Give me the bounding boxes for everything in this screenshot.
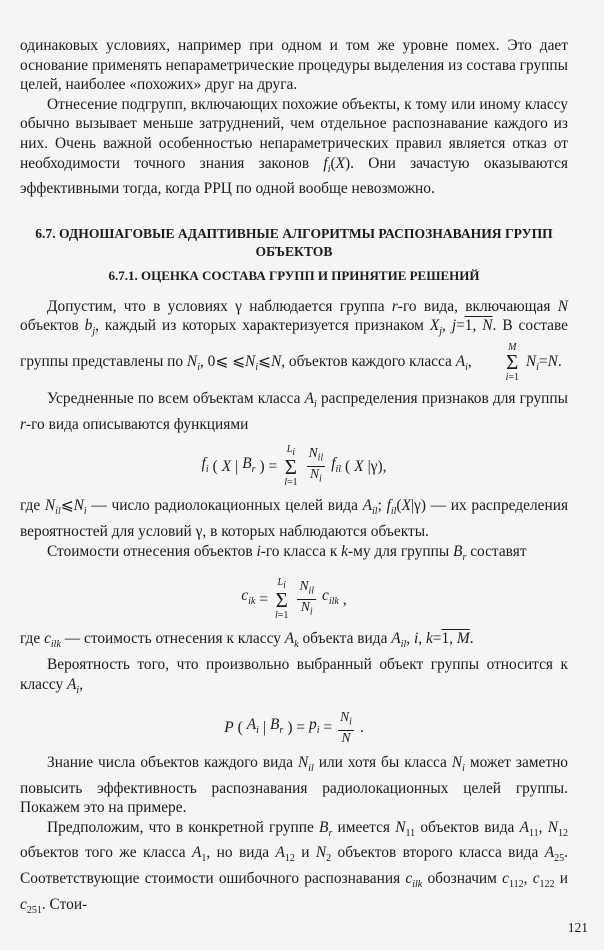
paragraph-7: где $c_{ilk}$ — стоимость отнесения к классу $A_k$ объекта вида $A_{il}$, i, k=1, M. [20,630,474,651]
paragraph-9: Знание числа объектов каждого вида $N_{il}$ или хотя бы класса $N_i$ может заметно повысить эффективность распознавания радиолокационных целей группы. Покажем это на примере. [20,753,569,817]
paragraph-8: Вероятность того, что произвольно выбранный объект группы относится к классу $A_i$, [20,655,568,696]
paragraph-3: Допустим, что в условиях γ наблюдается группа r-го вида, включающая N объектов $b_j$, каждый из которых характеризуется признаком $X_j$, j=1, N. В составе группы представлены по $N_i$, 0⩽ $⩽N_i⩽N$, объектов каждого класса $A_i$, M Σ i=1 $N_i=N$. [20,297,569,384]
paragraph-10: Предположим, что в конкретной группе $B_r$ имеется $N_{11}$ объектов вида $A_{11}$, $N_{12}$ объектов того же класса $A_1$, но вида $A_{12}$ и $N_2$ объектов второго класса вида $A_{25}$. Соответствующие стоимости ошибочного распознавания $c_{ilk}$ обозначим $c_{112}$, $c_{122}$ и $c_{251}$. Стои- [20,818,568,916]
paragraph-2: Отнесение подгрупп, включающих похожие объекты, к тому или иному классу обычно вызывает меньше затруднений, чем отдельное распознавание каждого из них. Очень важной особенностью непараметрических правил является отказ от необходимости точного знания законов $f_i(X)$. Они зачастую оказываются эффективными тогда, когда РРЦ по одной вообще невозможно. [20,95,568,198]
section-heading: 6.7. ОДНОШАГОВЫЕ АДАПТИВНЫЕ АЛГОРИТМЫ РАСПОЗНАВАНИЯ ГРУПП ОБЪЕКТОВ [35,225,553,259]
formula-2: $c_{ik}$ = $L_i$ Σ l=1 $\frac{N_{il}}{N_i}$ $c_{ilk}$ , [241,577,347,622]
formula-3: P ( $A_i$ | $B_r$ ) = $p_i$ = $\frac{N_i}{N}$ . [224,709,364,745]
formula-1: $f_i$ ( X | $B_r$ ) = $L_i$ Σ l=1 $\frac{N_{il}}{N_i}$ $f_{il}$ ( X |γ), [201,444,387,489]
paragraph-4: Усредненные по всем объектам класса $A_i$ распределения признаков для группы r-го вида описываются функциями [20,390,568,433]
page-body [20,36,568,920]
paragraph-1: одинаковых условиях, например при одном и том же уровне помех. Это дает основание применять непараметрические процедуры выделения из состава группы целей, наиболее «похожих» друг на друга. [20,37,568,94]
subsection-heading: 6.7.1. ОЦЕНКА СОСТАВА ГРУПП И ПРИНЯТИЕ РЕШЕНИЙ [108,267,480,283]
paragraph-5: где $N_{il}⩽N_i$ — число радиолокационных целей вида $A_{il}$; $f_{il}(X|\gamma)$ — их распределения вероятностей для условий γ, в которых наблюдаются объекты. [20,497,569,541]
paragraph-6: Стоимости отнесения объектов i-го класса к k-му для группы $B_r$ составят [47,542,527,563]
page-number: 121 [567,920,588,936]
